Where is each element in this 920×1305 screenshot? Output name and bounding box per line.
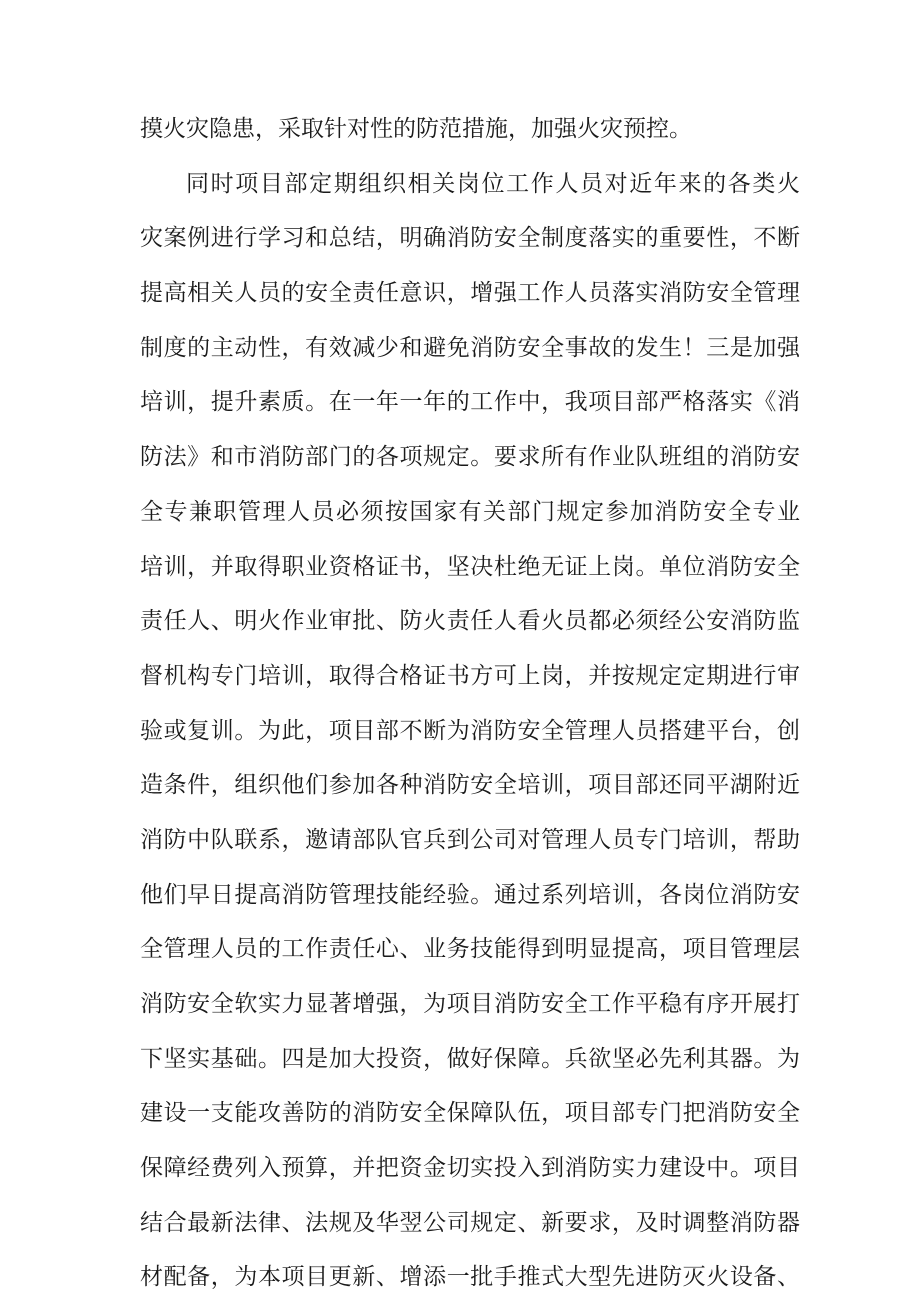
text-line: 灾案例进行学习和总结，明确消防安全制度落实的重要性，不断: [140, 225, 800, 252]
paragraph-first-line: 同时项目部定期组织相关岗位工作人员对近年来的各类火: [186, 170, 800, 197]
text-line: 制度的主动性，有效减少和避免消防安全事故的发生！三是加强: [140, 334, 800, 361]
text-line: 培训，并取得职业资格证书，坚决杜绝无证上岗。单位消防安全: [140, 553, 800, 580]
text-line: 保障经费列入预算，并把资金切实投入到消防实力建设中。项目: [140, 1155, 800, 1182]
text-line: 材配备，为本项目更新、增添一批手推式大型先进防灭火设备、: [140, 1264, 800, 1291]
text-line: 责任人、明火作业审批、防火责任人看火员都必须经公安消防监: [140, 608, 800, 635]
text-line: 造条件，组织他们参加各种消防安全培训，项目部还同平湖附近: [140, 772, 800, 799]
text-line: 下坚实基础。四是加大投资，做好保障。兵欲坚必先利其器。为: [140, 1045, 800, 1072]
body-text: [140, 102, 800, 1305]
text-line: 消防安全软实力显著增强，为项目消防安全工作平稳有序开展打: [140, 991, 800, 1017]
text-line: 结合最新法律、法规及华翌公司规定、新要求，及时调整消防器: [140, 1209, 800, 1236]
text-line: 建设一支能攻善防的消防安全保障队伍，项目部专门把消防安全: [140, 1100, 800, 1127]
text-line: 督机构专门培训，取得合格证书方可上岗，并按规定定期进行审: [140, 662, 800, 689]
text-line: 防法》和市消防部门的各项规定。要求所有作业队班组的消防安: [140, 444, 800, 471]
text-line: 消防中队联系，邀请部队官兵到公司对管理人员专门培训，帮助: [140, 826, 800, 853]
text-line: 培训，提升素质。在一年一年的工作中，我项目部严格落实《消: [140, 389, 800, 416]
text-line: 摸火灾隐患，采取针对性的防范措施，加强火灾预控。: [140, 116, 692, 142]
text-line: 全专兼职管理人员必须按国家有关部门规定参加消防安全专业: [140, 498, 800, 525]
text-line: 提高相关人员的安全责任意识，增强工作人员落实消防安全管理: [140, 280, 800, 307]
text-line: 他们早日提高消防管理技能经验。通过系列培训，各岗位消防安: [140, 881, 800, 908]
text-line: 验或复训。为此，项目部不断为消防安全管理人员搭建平台，创: [140, 717, 800, 744]
text-line: 全管理人员的工作责任心、业务技能得到明显提高，项目管理层: [140, 936, 800, 963]
